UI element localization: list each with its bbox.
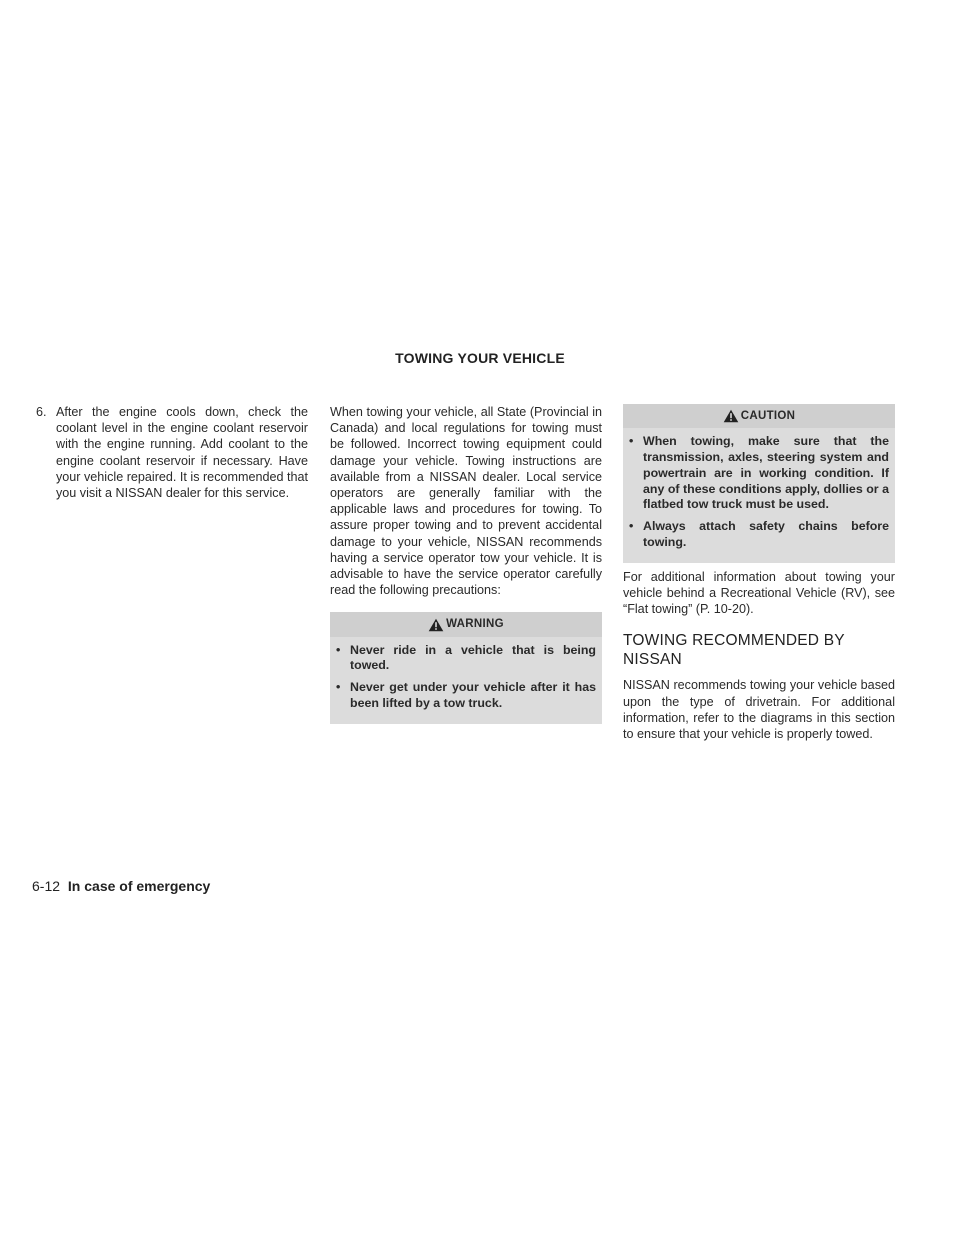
recommendation-paragraph: NISSAN recommends towing your vehicle based upon the type of drivetrain. For additional information, refer to the diagrams in this section to ensure that your vehicle is properly towed.	[623, 678, 895, 741]
chapter-title: In case of emergency	[67, 878, 211, 894]
warning-list	[330, 637, 602, 720]
warning-item	[336, 643, 596, 675]
flat-towing-reference: For additional information about towing your vehicle behind a Recreational Vehicle (RV), see “Flat towing” (P. 10-20).	[623, 569, 895, 617]
bullet: •	[629, 519, 634, 534]
right-column	[623, 404, 895, 742]
page-number: 6-12	[32, 878, 61, 894]
warning-triangle-icon	[428, 618, 444, 632]
page-footer	[32, 878, 210, 894]
warning-label: WARNING	[446, 618, 504, 631]
middle-column	[330, 404, 602, 730]
step-text: After the engine cools down, check the coolant level in the engine coolant reservoir with the engine running. Add coolant to the engine coolant reservoir if necessary. Have your vehicle repaired. It is recommended that you visit a NISSAN dealer for this service.	[56, 405, 308, 501]
caution-triangle-icon	[723, 409, 739, 423]
warning-item-text: Never get under your vehicle after it has been lifted by a tow truck.	[350, 680, 596, 711]
subheading: TOWING RECOMMENDED BY NISSAN	[623, 632, 845, 669]
caution-item	[629, 434, 889, 513]
caution-item-text: When towing, make sure that the transmission, axles, steering system and powertrain are in working condition. If any of these conditions apply, dollies or a flatbed tow truck must be used.	[643, 434, 889, 512]
warning-item	[336, 680, 596, 712]
caution-box	[623, 404, 895, 563]
caution-item-text: Always attach safety chains before towing.	[643, 519, 889, 549]
bullet: •	[629, 434, 634, 449]
warning-item-text: Never ride in a vehicle that is being towed.	[350, 642, 596, 673]
caution-item	[629, 519, 889, 551]
caution-label: CAUTION	[740, 410, 796, 422]
numbered-step	[36, 404, 308, 501]
left-column	[36, 404, 308, 501]
towing-intro-paragraph: When towing your vehicle, all State (Provincial in Canada) and local regulations for towing must be followed. Incorrect towing equipment could damage your vehicle. Towing instructions are available from a NISSAN dealer. Local service operators are generally familiar with the applicable laws and procedures for towing. To assure proper towing and to prevent accidental damage to your vehicle, NISSAN recommends having a service operator tow your vehicle. It is advisable to have the service operator carefully read the following precautions:	[330, 405, 602, 598]
bullet: •	[336, 642, 341, 657]
caution-header	[623, 404, 895, 428]
caution-list	[623, 428, 895, 559]
step-number: 6.	[36, 405, 47, 419]
warning-box	[330, 612, 602, 723]
section-title: TOWING YOUR VEHICLE	[395, 350, 565, 366]
bullet: •	[336, 680, 341, 695]
warning-header	[330, 612, 602, 636]
